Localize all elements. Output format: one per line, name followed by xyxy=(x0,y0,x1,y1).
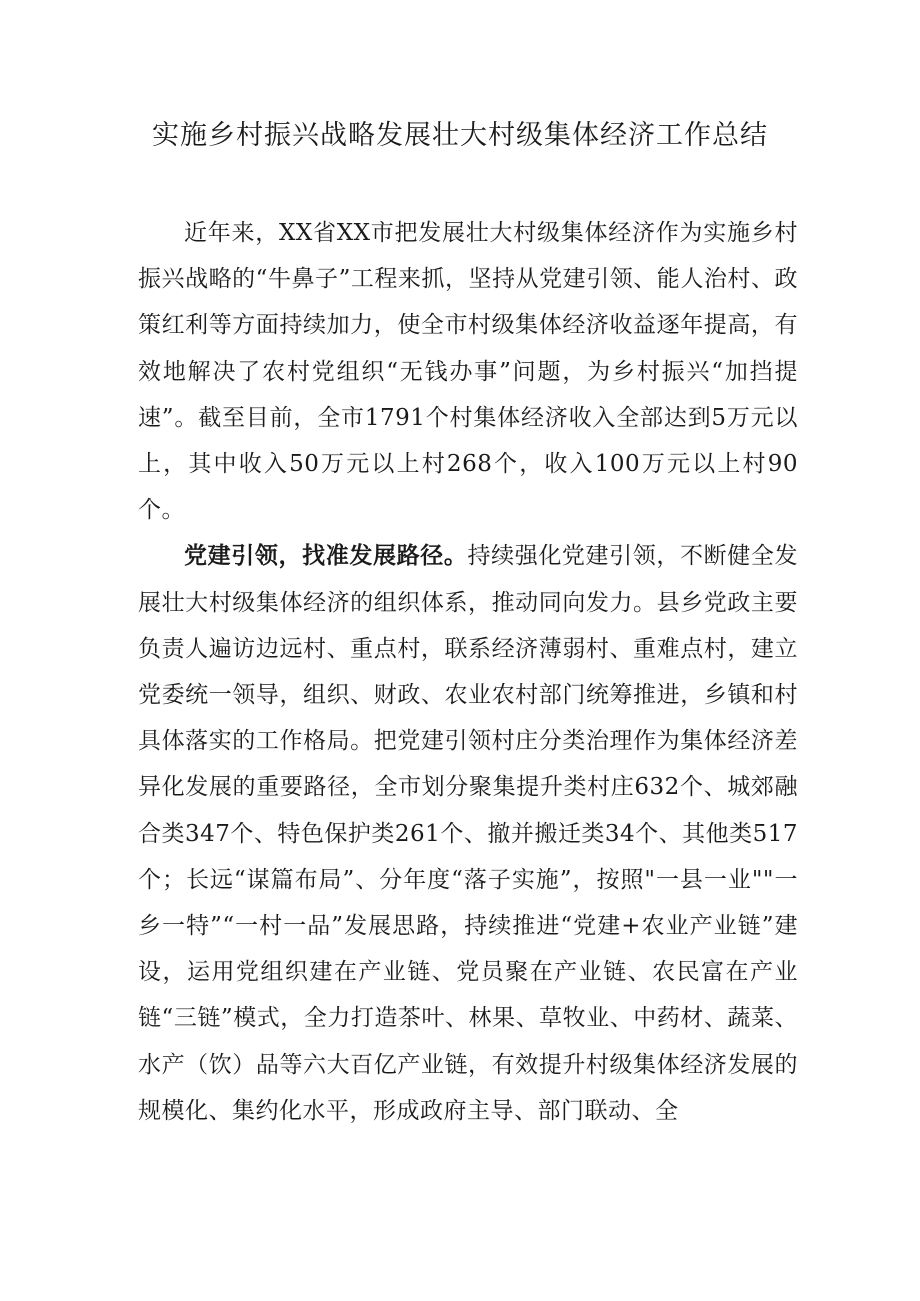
paragraph-party-building-text: 持续强化党建引领，不断健全发展壮大村级集体经济的组织体系，推动同向发力。县乡党政主要负责人遍访边远村、重点村，联系经济薄弱村、重难点村，建立党委统一领导，组织、财政、农业农村部门统筹推进，乡镇和村具体落实的工作格局。把党建引领村庄分类治理作为集体经济差异化发展的重要路径，全市划分聚集提升类村庄632个、城郊融合类347个、特色保护类261个、撤并搬迁类34个、其他类517个；长远“谋篇布局”、分年度“落子实施”，按照"一县一业""一乡一特”“一村一品”发展思路，持续推进“党建+农业产业链”建设，运用党组织建在产业链、党员聚在产业链、农民富在产业链“三链”模式，全力打造茶叶、林果、草牧业、中药材、蔬菜、水产（饮）品等六大百亿产业链，有效提升村级集体经济发展的规模化、集约化水平，形成政府主导、部门联动、全 xyxy=(138,543,799,1124)
document-title: 实施乡村振兴战略发展壮大村级集体经济工作总结 xyxy=(152,120,768,151)
paragraph-intro-text: 近年来，XX省XX市把发展壮大村级集体经济作为实施乡村振兴战略的“牛鼻子”工程来抓，坚持从党建引领、能人治村、政策红利等方面持续加力，使全市村级集体经济收益逐年提高，有效地解决了农村党组织“无钱办事”问题，为乡村振兴“加挡提速”。截至目前，全市1791个村集体经济收入全部达到5万元以上，其中收入50万元以上村268个，收入100万元以上村90个。 xyxy=(138,220,798,524)
paragraph-party-building-heading: 党建引领，找准发展路径。 xyxy=(184,542,468,570)
document-body xyxy=(138,210,798,1134)
paragraph-intro xyxy=(138,210,798,533)
paragraph-party-building xyxy=(138,533,798,1134)
